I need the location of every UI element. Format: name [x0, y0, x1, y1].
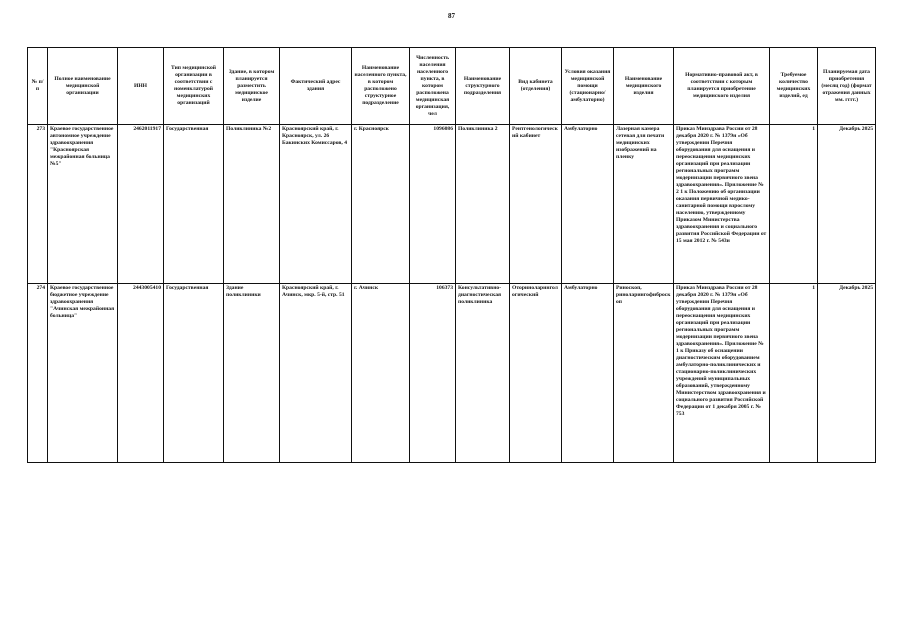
- device: Риноскоп, риноларингофиброскоп: [614, 284, 674, 463]
- inn: 2443005410: [118, 284, 164, 463]
- table-row: [28, 125, 876, 284]
- header-cell: ИНН: [118, 48, 164, 125]
- header-cell: Нормативно-правовой акт, в соответствии с которым планируется приобретение медицинского изделия: [674, 48, 770, 125]
- table-row: [28, 284, 876, 463]
- quantity: 1: [770, 284, 818, 463]
- purchase-date: Декабрь 2025: [818, 284, 876, 463]
- header-cell: Полное наименование медицинской организации: [48, 48, 118, 125]
- header-cell: Тип медицинской организации в соответствии с номенклатурой медицинских организаций: [164, 48, 224, 125]
- header-cell: Численность населения населенного пункта, в котором расположена медицинская организация, чел: [410, 48, 456, 125]
- purchase-date: Декабрь 2025: [818, 125, 876, 284]
- cabinet: Рентгенологический кабинет: [510, 125, 562, 284]
- device: Лазерная камера сетевая для печати медицинских изображений на пленку: [614, 125, 674, 284]
- org-name: Краевое государственное автономное учреждение здравоохранения "Красноярская межрайонная больница №5": [48, 125, 118, 284]
- conditions: Амбулаторно: [562, 284, 614, 463]
- address: Красноярский край, г. Ачинск, мкр. 5-й, стр. 51: [280, 284, 352, 463]
- building: Поликлиника №2: [224, 125, 280, 284]
- legal-act: Приказ Минздрава России от 28 декабря 2020 г. № 1379н «Об утверждении Перечня оборудования для оснащения и переоснащения медицинских организаций при реализации региональных программ модернизации первичного звена здравоохранения». Приложение № 2 1 к Положению об организации оказания первичной медико-санитарной помощи взрослому населению, утвержденному Приказом Министерства здравоохранения и социального развития Российской Федерации от 15 мая 2012 г. № 543н: [674, 125, 770, 284]
- header-cell: Требуемое количество медицинских изделий, ед: [770, 48, 818, 125]
- locality: г. Ачинск: [352, 284, 410, 463]
- header-cell: Планируемая дата приобретения (месяц год) (формат отражения данных мм. гггг.): [818, 48, 876, 125]
- page-number: 87: [448, 12, 455, 20]
- header-cell: Условия оказания медицинской помощи (стационарно/ амбулаторно): [562, 48, 614, 125]
- legal-act: Приказ Минздрава России от 28 декабря 2020 г. № 1379н «Об утверждении Перечня оборудования для оснащения и переоснащения медицинских организаций при реализации региональных программ модернизации первичного звена здравоохранения». Приложение № 1 к Приказу об оснащении диагностическим оборудованием амбулаторно-поликлинических и стационарно-поликлинических учреждений муниципальных образований, утвержденному Министерством здравоохранения и социального развития Российской Федерации от 1 декабря 2005 г. № 753: [674, 284, 770, 463]
- org-type: Государственная: [164, 125, 224, 284]
- header-row: [28, 48, 876, 125]
- population: 106373: [410, 284, 456, 463]
- unit: Консультативно-диагностическая поликлиника: [456, 284, 510, 463]
- header-cell: Наименование структурного подразделения: [456, 48, 510, 125]
- unit: Поликлиника 2: [456, 125, 510, 284]
- cabinet: Оториноларингологический: [510, 284, 562, 463]
- equipment-table: [27, 47, 876, 463]
- row-number: 274: [28, 284, 48, 463]
- header-cell: № п/п: [28, 48, 48, 125]
- population: 1096086: [410, 125, 456, 284]
- address: Красноярский край, г. Красноярск, ул. 26 Бакинских Комиссаров, 4: [280, 125, 352, 284]
- inn: 2462011917: [118, 125, 164, 284]
- header-cell: Наименование медицинского изделия: [614, 48, 674, 125]
- header-cell: Наименование населенного пункта, в котором расположено структурное подразделение: [352, 48, 410, 125]
- org-name: Краевое государственное бюджетное учреждение здравоохранения "Ачинская межрайонная больница": [48, 284, 118, 463]
- header-cell: Вид кабинета (отделения): [510, 48, 562, 125]
- locality: г. Красноярск: [352, 125, 410, 284]
- building: Здание поликлиники: [224, 284, 280, 463]
- header-cell: Здание, в котором планируется разместить медицинское изделие: [224, 48, 280, 125]
- header-cell: Фактический адрес здания: [280, 48, 352, 125]
- conditions: Амбулаторно: [562, 125, 614, 284]
- org-type: Государственная: [164, 284, 224, 463]
- row-number: 273: [28, 125, 48, 284]
- quantity: 1: [770, 125, 818, 284]
